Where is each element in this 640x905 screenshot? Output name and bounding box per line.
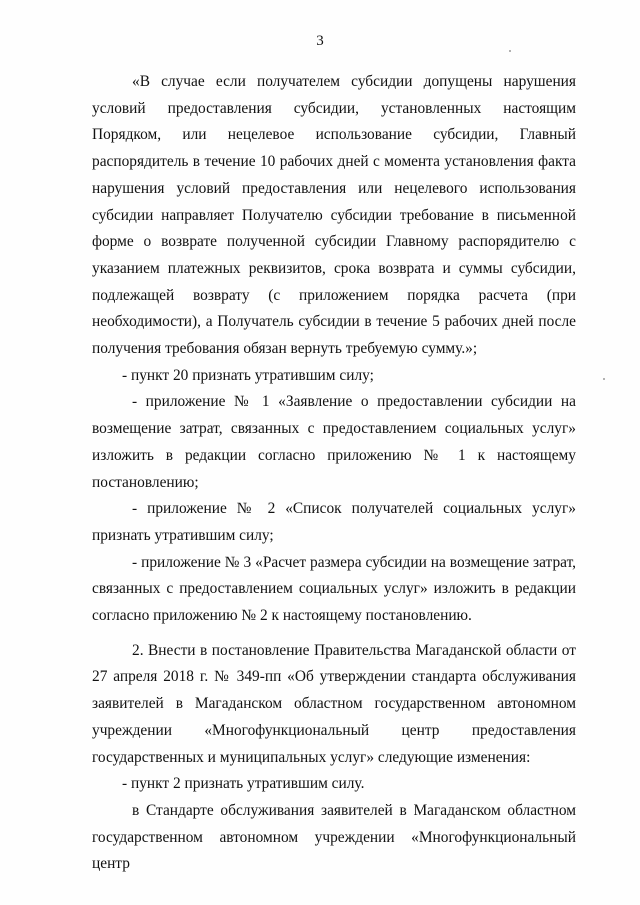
paragraph-appendix-1: - приложение № 1 «Заявление о предоставлении субсидии на возмещение затрат, связанных с предоставлением социальных услуг» изложить в редакции согласно приложению № 1 к настоящему постановлению; [92,393,576,491]
paragraph-item-2-void: - пункт 2 признать утратившим силу. [122,775,365,793]
paragraph-section-2: 2. Внести в постановление Правительства Магаданской области от 27 апреля 2018 г. № 349-пп «Об утверждении стандарта обслуживания заявителей в Магаданском областном государственном автономном учреждении «Многофункциональный центр предоставления государственных и муниципальных услуг» следующие изменения: [92,641,576,766]
paragraph-appendix-3: - приложение № 3 «Расчет размера субсидии на возмещение затрат, связанных с предоставлением социальных услуг» изложить в редакции согласно приложению № 2 к настоящему постановлению. [92,553,576,625]
scan-speck [509,50,511,52]
document-body [92,69,576,878]
page-number: 3 [316,33,324,49]
scan-speck [603,378,605,380]
paragraph-standard: в Стандарте обслуживания заявителей в Магаданском областном государственном автономном учреждении «Многофункциональный центр [92,801,576,873]
paragraph-refund-clause: «В случае если получателем субсидии допущены нарушения условий предоставления субсидии, установленных настоящим Порядком, или нецелевое использование субсидии, Главный распорядитель в течение 10 рабочих дней с момента установления факта нарушения условий предоставления или нецелевого использования субсидии направляет Получателю субсидии требование в письменной форме о возврате полученной субсидии Главному распорядителю с указанием платежных реквизитов, срока возврата и суммы субсидии, подлежащей возврату (с приложением порядка расчета (при необходимости), а Получатель субсидии в течение 5 рабочих дней после получения требования обязан вернуть требуемую сумму.»; [92,73,576,358]
paragraph-appendix-2: - приложение № 2 «Список получателей социальных услуг» признать утратившим силу; [92,500,576,544]
paragraph-item-20-void: - пункт 20 признать утратившим силу; [122,366,374,384]
